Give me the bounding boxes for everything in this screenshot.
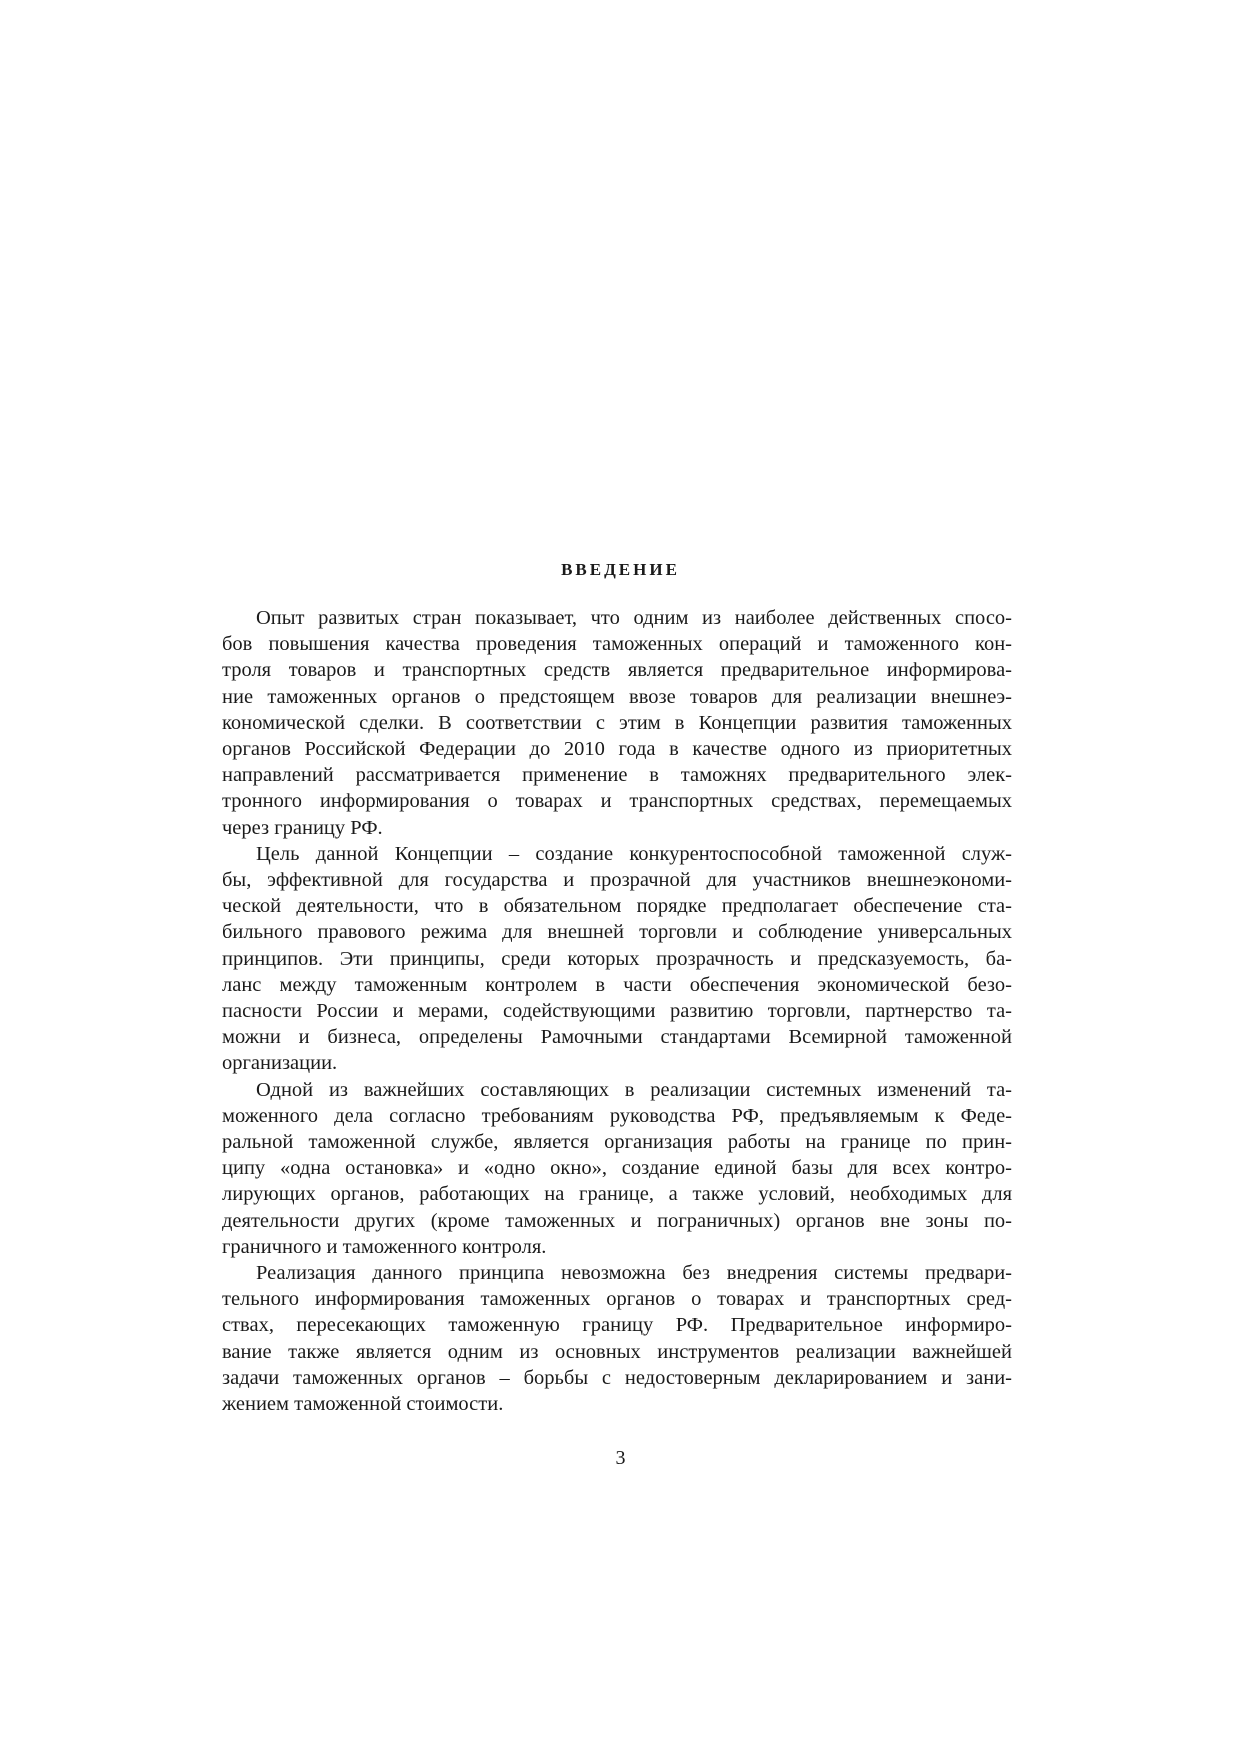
body-text: [222, 605, 1012, 1417]
text-line: ние таможенных органов о предстоящем ввозе товаров для реализации внешнеэ-: [222, 685, 1012, 708]
text-line: ствах, пересекающих таможенную границу РФ. Предварительное информиро-: [222, 1314, 1012, 1337]
text-line: жением таможенной стоимости.: [222, 1393, 504, 1416]
text-line: направлений рассматривается применение в таможнях предварительного элек-: [222, 764, 1012, 787]
paragraph-2: [222, 841, 1012, 1077]
text-line: ципу «одна остановка» и «одно окно», создание единой базы для всех контро-: [222, 1157, 1012, 1180]
text-line: бильного правового режима для внешней торговли и соблюдение универсальных: [222, 921, 1012, 944]
text-line: тронного информирования о товарах и транспортных средствах, перемещаемых: [222, 790, 1012, 813]
text-line: вание также является одним из основных инструментов реализации важнейшей: [222, 1340, 1012, 1363]
text-line: принципов. Эти принципы, среди которых прозрачность и предсказуемость, ба-: [222, 947, 1012, 970]
text-line: можни и бизнеса, определены Рамочными стандартами Всемирной таможенной: [222, 1026, 1012, 1049]
text-line: органов Российской Федерации до 2010 года в качестве одного из приоритетных: [222, 738, 1012, 761]
text-line: деятельности других (кроме таможенных и пограничных) органов вне зоны по-: [222, 1209, 1012, 1232]
text-line: троля товаров и транспортных средств является предварительное информирова-: [222, 659, 1012, 682]
text-line: ральной таможенной службе, является организация работы на границе по прин-: [222, 1131, 1012, 1154]
text-line: ческой деятельности, что в обязательном порядке предполагает обеспечение ста-: [222, 895, 1012, 918]
text-line: через границу РФ.: [222, 816, 383, 839]
section-heading: ВВЕДЕНИЕ: [561, 560, 680, 579]
text-line: моженного дела согласно требованиям руководства РФ, предъявляемым к Феде-: [222, 1104, 1012, 1127]
page-number: 3: [615, 1447, 626, 1469]
text-line: Реализация данного принципа невозможна без внедрения системы предвари-: [256, 1262, 1012, 1285]
text-line: кономической сделки. В соответствии с этим в Концепции развития таможенных: [222, 711, 1012, 734]
paragraph-1: [222, 605, 1012, 841]
text-line: лирующих органов, работающих на границе, а также условий, необходимых для: [222, 1183, 1012, 1206]
text-line: бы, эффективной для государства и прозрачной для участников внешнеэкономи-: [222, 869, 1012, 892]
text-line: организации.: [222, 1052, 338, 1075]
text-line: ланс между таможенным контролем в части обеспечения экономической безо-: [222, 973, 1012, 996]
text-line: задачи таможенных органов – борьбы с недостоверным декларированием и зани-: [222, 1366, 1012, 1389]
text-line: тельного информирования таможенных органов о товарах и транспортных сред-: [222, 1288, 1012, 1311]
text-line: Цель данной Концепции – создание конкурентоспособной таможенной служ-: [256, 842, 1012, 865]
text-line: Одной из важнейших составляющих в реализации системных изменений та-: [256, 1078, 1012, 1101]
text-line: Опыт развитых стран показывает, что одним из наиболее действенных спосо-: [256, 607, 1012, 629]
text-line: пасности России и мерами, содействующими развитию торговли, партнерство та-: [222, 1000, 1012, 1023]
paragraph-4: [222, 1260, 1012, 1417]
text-line: бов повышения качества проведения таможенных операций и таможенного кон-: [222, 633, 1012, 656]
text-line: граничного и таможенного контроля.: [222, 1235, 547, 1258]
paragraph-3: [222, 1077, 1012, 1260]
